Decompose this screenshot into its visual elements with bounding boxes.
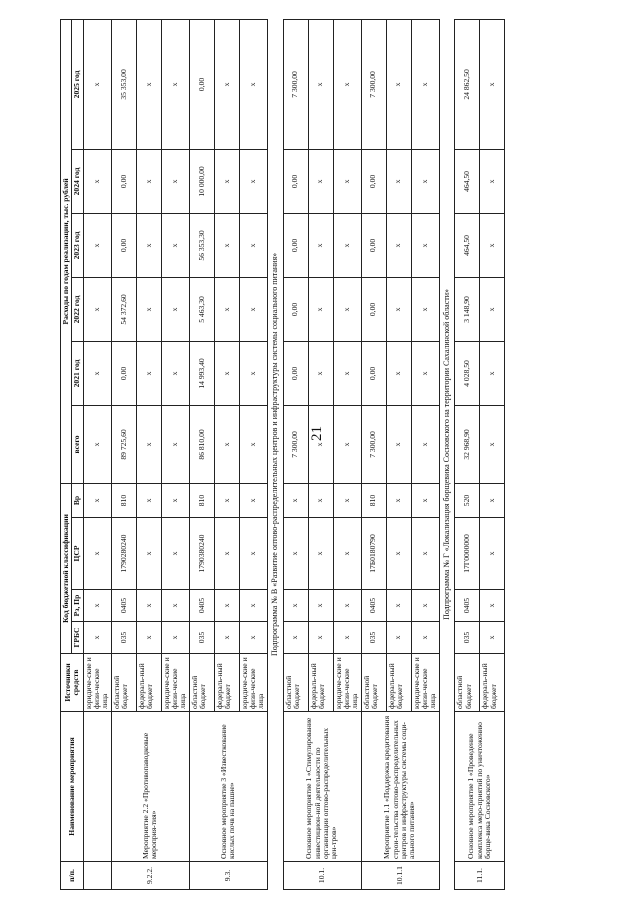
header-budget-code: Код бюджетной классификации — [61, 483, 72, 653]
header-2022: 2022 год — [72, 277, 83, 341]
source-cell: федераль-ный бюджет — [136, 654, 161, 712]
source-cell: областной бюджет — [283, 654, 308, 712]
rotated-table-container — [60, 20, 560, 890]
page-number: 21 — [309, 426, 325, 441]
table-row: юридиче-ские и физи-ческие лица x x x x x x x x x x — [239, 19, 267, 889]
header-grbs: ГРБС — [72, 622, 83, 654]
table-row: 10.1.1 Мероприятие 1.1 «Поддержка кредитования строи-тельства оптово-распределительных центров и инфраструктуры системы соци-ального питания» областной бюджет 035 0405 17Б0180790 810 7 300,00 0,00 0,00 0,00 0,00 7 300,00 — [361, 19, 386, 889]
row-number: 11.1. — [455, 862, 505, 890]
header-2021: 2021 год — [72, 341, 83, 405]
measure-name: Мероприятие 2.2 «Противопаводковые мероприя-тия» — [111, 712, 189, 862]
source-cell: федераль-ный бюджет — [480, 654, 505, 712]
table-row: 9.3. Основное мероприятие 3 «Известкование кислых почв на пашне» областной бюджет 035 0405 1790380240 810 86 810,00 14 993,40 5 463,30 56 353,30 10 000,00 0,00 — [189, 19, 214, 889]
header-csr: ЦСР — [72, 518, 83, 590]
source-cell: юридиче-ские и физи-ческие лица — [83, 654, 111, 712]
source-cell: федераль-ный бюджет — [386, 654, 411, 712]
source-cell: областной бюджет — [189, 654, 214, 712]
subprogram-g-title: Подпрограмма № Г «Локализация борщевика Сосновского на территории Сахалинской области» — [439, 19, 455, 889]
header-name: Наименование мероприятия — [61, 712, 84, 862]
row-number: 9.2.2. — [111, 862, 189, 890]
header-2023: 2023 год — [72, 213, 83, 277]
header-source: Источники средств — [61, 654, 84, 712]
source-cell: юридиче-ские и физи-ческие лица — [239, 654, 267, 712]
table-row: федераль-ный бюджет x x x x x x x x x x — [308, 19, 333, 889]
header-expenses: Расходы по годам реализации, тыс. рублей — [61, 19, 72, 483]
source-cell: федераль-ный бюджет — [214, 654, 239, 712]
table-row: юридиче-ские и физи-ческие лица x x x x x x x x x x — [161, 19, 189, 889]
expenses-table — [60, 19, 505, 890]
source-cell: областной бюджет — [361, 654, 386, 712]
source-cell: юридиче-ские и физи-ческие лица — [411, 654, 439, 712]
subprogram-row — [439, 19, 455, 889]
table-row: федераль-ный бюджет x x x x x x x x x x — [386, 19, 411, 889]
measure-name: Мероприятие 1.1 «Поддержка кредитования строи-тельства оптово-распределительных центров и инфраструктуры системы соци-ального питания» — [361, 712, 439, 862]
subprogram-b-title: Подпрограмма № В «Развитие оптово-распределительных центров и инфраструктуры системы социального питания» — [267, 19, 283, 889]
row-number: 10.1.1 — [361, 862, 439, 890]
table-row: федераль-ный бюджет x x x x x x x x x x — [136, 19, 161, 889]
header-num: п/п. — [61, 862, 84, 890]
table-row: 10.1. Основное мероприятие 1 «Стимулирование инвестицион-ной деятельности по организации оптово-распределительных цен-тров» областной бюджет x x x x 7 300,00 0,00 0,00 0,00 0,00 7 300,00 — [283, 19, 308, 889]
table-row: 9.2.2. Мероприятие 2.2 «Противопаводковые мероприя-тия» областной бюджет 035 0405 1790280240 810 89 725,60 0,00 54 372,60 0,00 0,00 35 353,00 — [111, 19, 136, 889]
source-cell: областной бюджет — [455, 654, 480, 712]
header-total: всего — [72, 405, 83, 483]
subprogram-row — [267, 19, 283, 889]
measure-name: Основное мероприятие 1 «Проведение комплекса меро-приятий по уничтожению борще-вика Сосновского» — [455, 712, 505, 862]
table-row: 11.1. Основное мероприятие 1 «Проведение комплекса меро-приятий по уничтожению борще-вика Сосновского» областной бюджет 035 0405 17Г0000000 520 32 968,90 4 028,50 3 148,90 464,50 464,50 24 862,50 — [455, 19, 480, 889]
source-cell: федераль-ный бюджет — [308, 654, 333, 712]
source-cell: юридиче-ские и физи-ческие лица — [333, 654, 361, 712]
table-row: юридиче-ские и физи-ческие лица x x x x x x x x x x — [411, 19, 439, 889]
table-row: федераль-ный бюджет x x x x x x x x x x — [214, 19, 239, 889]
source-cell: юридиче-ские и физи-ческие лица — [161, 654, 189, 712]
row-number: 9.3. — [189, 862, 267, 890]
measure-name: Основное мероприятие 3 «Известкование кислых почв на пашне» — [189, 712, 267, 862]
measure-name: Основное мероприятие 1 «Стимулирование инвестицион-ной деятельности по организации оптово-распределительных цен-тров» — [283, 712, 361, 862]
header-2025: 2025 год — [72, 19, 83, 149]
source-cell: областной бюджет — [111, 654, 136, 712]
row-number: 10.1. — [283, 862, 361, 890]
table-row: федераль-ный бюджет x x x x x x x x x x — [480, 19, 505, 889]
table-row: юридиче-ские и физи-ческие лица x x x x x x x x x x — [333, 19, 361, 889]
header-2024: 2024 год — [72, 149, 83, 213]
table-row: юридиче-ские и физи-ческие лица x x x x x x x x x x — [83, 19, 111, 889]
header-vr: Вр — [72, 483, 83, 517]
header-rzpr: Рз, Пр — [72, 590, 83, 622]
